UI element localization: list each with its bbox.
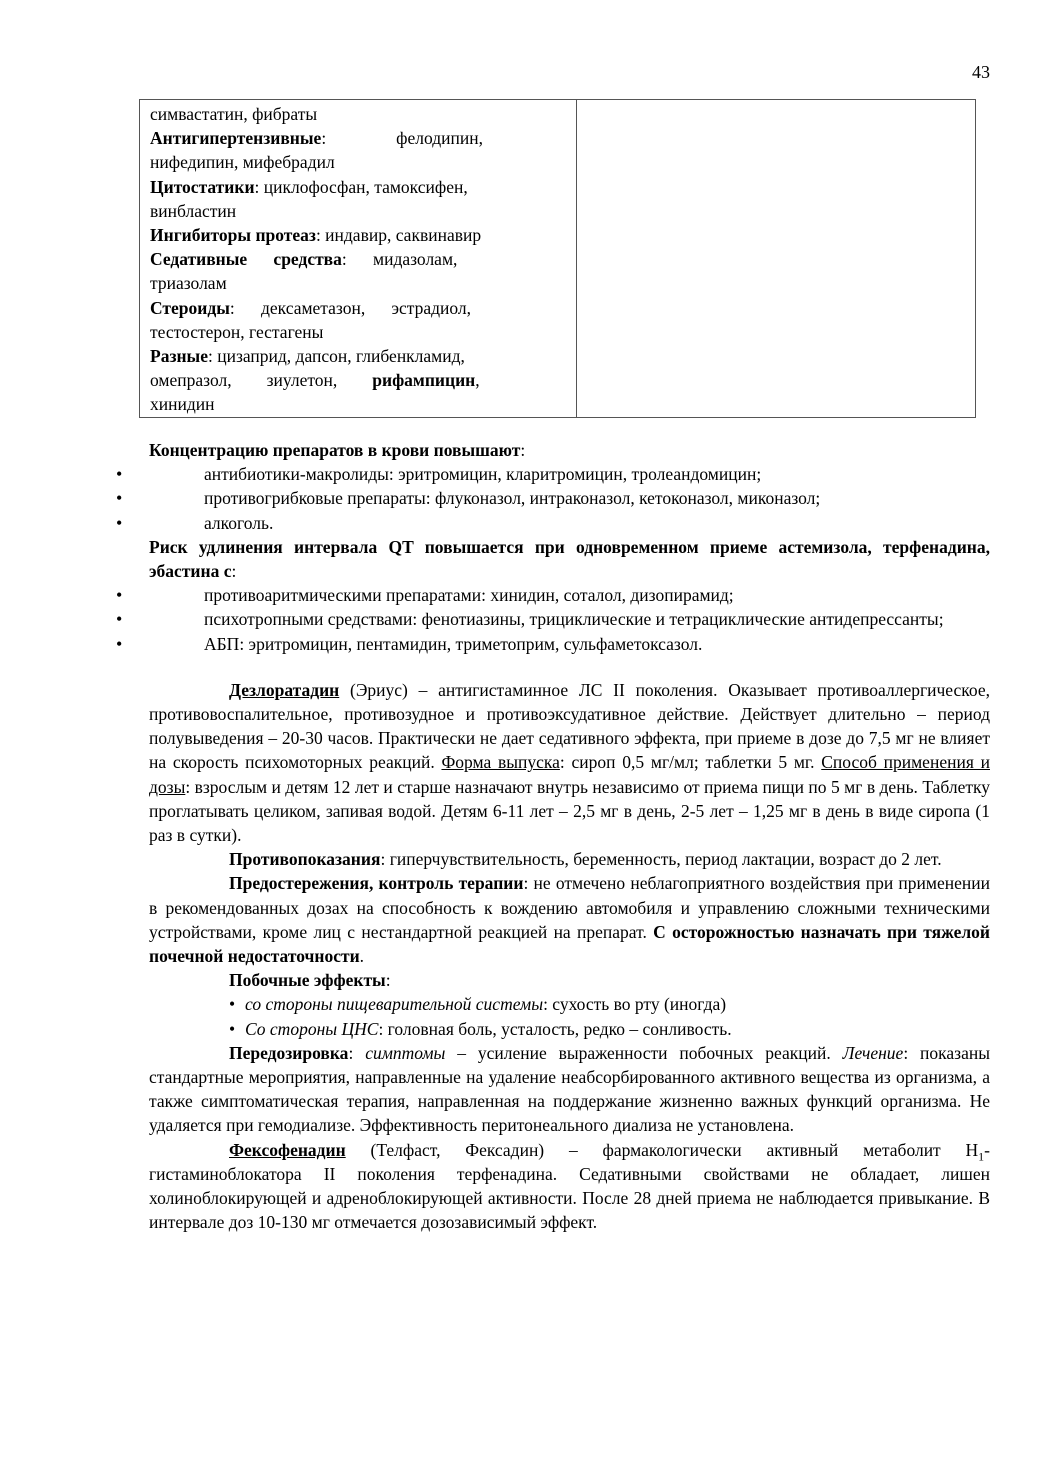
list-item: • психотропными средствами: фенотиазины, трициклические и тетрациклические антидепрессанты;: [149, 607, 990, 631]
concentration-heading: Концентрацию препаратов в крови повышают:: [149, 440, 526, 460]
table-line: Седативные средства: мидазолам,: [150, 249, 458, 270]
side-effects-heading: Побочные эффекты:: [229, 970, 391, 991]
table-line: винбластин: [150, 200, 237, 221]
table-line: хинидин: [150, 394, 215, 415]
table-line: Ингибиторы протеаз: индавир, саквинавир: [150, 225, 482, 246]
drug-name: Дезлоратадин: [229, 679, 340, 700]
table-line: симвастатин, фибраты: [150, 104, 318, 124]
table-line: триазолам: [150, 273, 227, 294]
overdose-paragraph: Передозировка: симптомы – усиление выраженности побочных реакций. Лечение: показаны стандартные мероприятия, направленные на удаление неабсорбированного активного вещества из организма, а также симптоматическая терапия, направленная на поддержание жизненно важных функций организма. Не удаляется при гемодиализе. Эффективность перитонеального диализа не установлена.: [149, 1042, 990, 1136]
list-item: • АБП: эритромицин, пентамидин, триметоприм, сульфаметоксазол.: [149, 632, 990, 656]
desloratadine-paragraph: Дезлоратадин (Эриус) – антигистаминное ЛС II поколения. Оказывает противоаллергическое, противовоспалительное, противозудное и противоэксудативное действие. Действует длительно – период полувыведения – 20-30 часов. Практически не дает седативного эффекта, при приеме в дозе до 7,5 мг не влияет на скорость психомоторных реакций. Форма выпуска: сироп 0,5 мг/мл; таблетки 5 мг. Способ применения и дозы: взрослым и детям 12 лет и старше назначают внутрь независимо от приема пищи по 5 мг в день. Таблетку проглатывать целиком, запивая водой. Детям 6-11 лет – 2,5 мг в день, 2-5 лет – 1,25 мг в день в виде сиропа (1 раз в сутки).: [149, 679, 990, 846]
page-number: 43: [972, 62, 990, 82]
drug-name: Фексофенадин: [229, 1139, 346, 1160]
warnings-paragraph: Предостережения, контроль терапии: не отмечено неблагоприятного воздействия при применении в рекомендованных дозах на способность к вождению автомобиля и управлению сложными техническими устройствами, кроме лиц с нестандартной реакцией на препарат. С осторожностью назначать при тяжелой почечной недостаточности.: [149, 873, 990, 967]
list-item: • антибиотики-макролиды: эритромицин, кларитромицин, тролеандомицин;: [149, 462, 990, 486]
qt-risk-heading: Риск удлинения интервала QT повышается при одновременном приеме астемизола, терфенадина, эбастина с:: [149, 536, 990, 582]
list-item: • противогрибковые препараты: флуконазол, интраконазол, кетоконазол, миконазол;: [149, 486, 990, 510]
table-line: омепразол, зиулетон, рифампицин,: [150, 370, 480, 391]
list-item: • противоаритмическими препаратами: хинидин, соталол, дизопирамид;: [149, 583, 990, 607]
fexofenadine-paragraph: Фексофенадин (Телфаст, Фексадин) – фармакологически активный метаболит $Н_1$-гистаминоблокатора II поколения терфенадина. Седативными свойствами не обладает, лишен холиноблокирующей и адреноблокирующей активности. После 28 дней приема не наблюдается привыкание. В интервале доз 10-130 мг отмечается дозозависимый эффект.: [149, 1139, 990, 1233]
page-content: [149, 438, 990, 1235]
table-left-cell: [140, 100, 577, 418]
table-line: Антигипертензивные: фелодипин,: [150, 128, 483, 149]
contraindications-paragraph: Противопоказания: гиперчувствительность, беременность, период лактации, возраст до 2 лет.: [229, 849, 942, 870]
table-right-cell: [577, 100, 976, 418]
table-line: тестостерон, гестагены: [150, 321, 324, 342]
table-line: Разные: цизаприд, дапсон, глибенкламид,: [150, 346, 465, 367]
list-item: • алкоголь.: [149, 511, 990, 535]
list-item: • со стороны пищеварительной системы: сухость во рту (иногда): [149, 992, 990, 1016]
list-item: • Со стороны ЦНС: головная боль, усталость, редко – сонливость.: [149, 1017, 990, 1041]
table-line: Стероиды: дексаметазон, эстрадиол,: [150, 297, 472, 318]
table-line: нифедипин, мифебрадил: [150, 152, 335, 173]
table-line: Цитостатики: циклофосфан, тамоксифен,: [150, 176, 468, 197]
drug-interaction-table: [139, 99, 976, 418]
